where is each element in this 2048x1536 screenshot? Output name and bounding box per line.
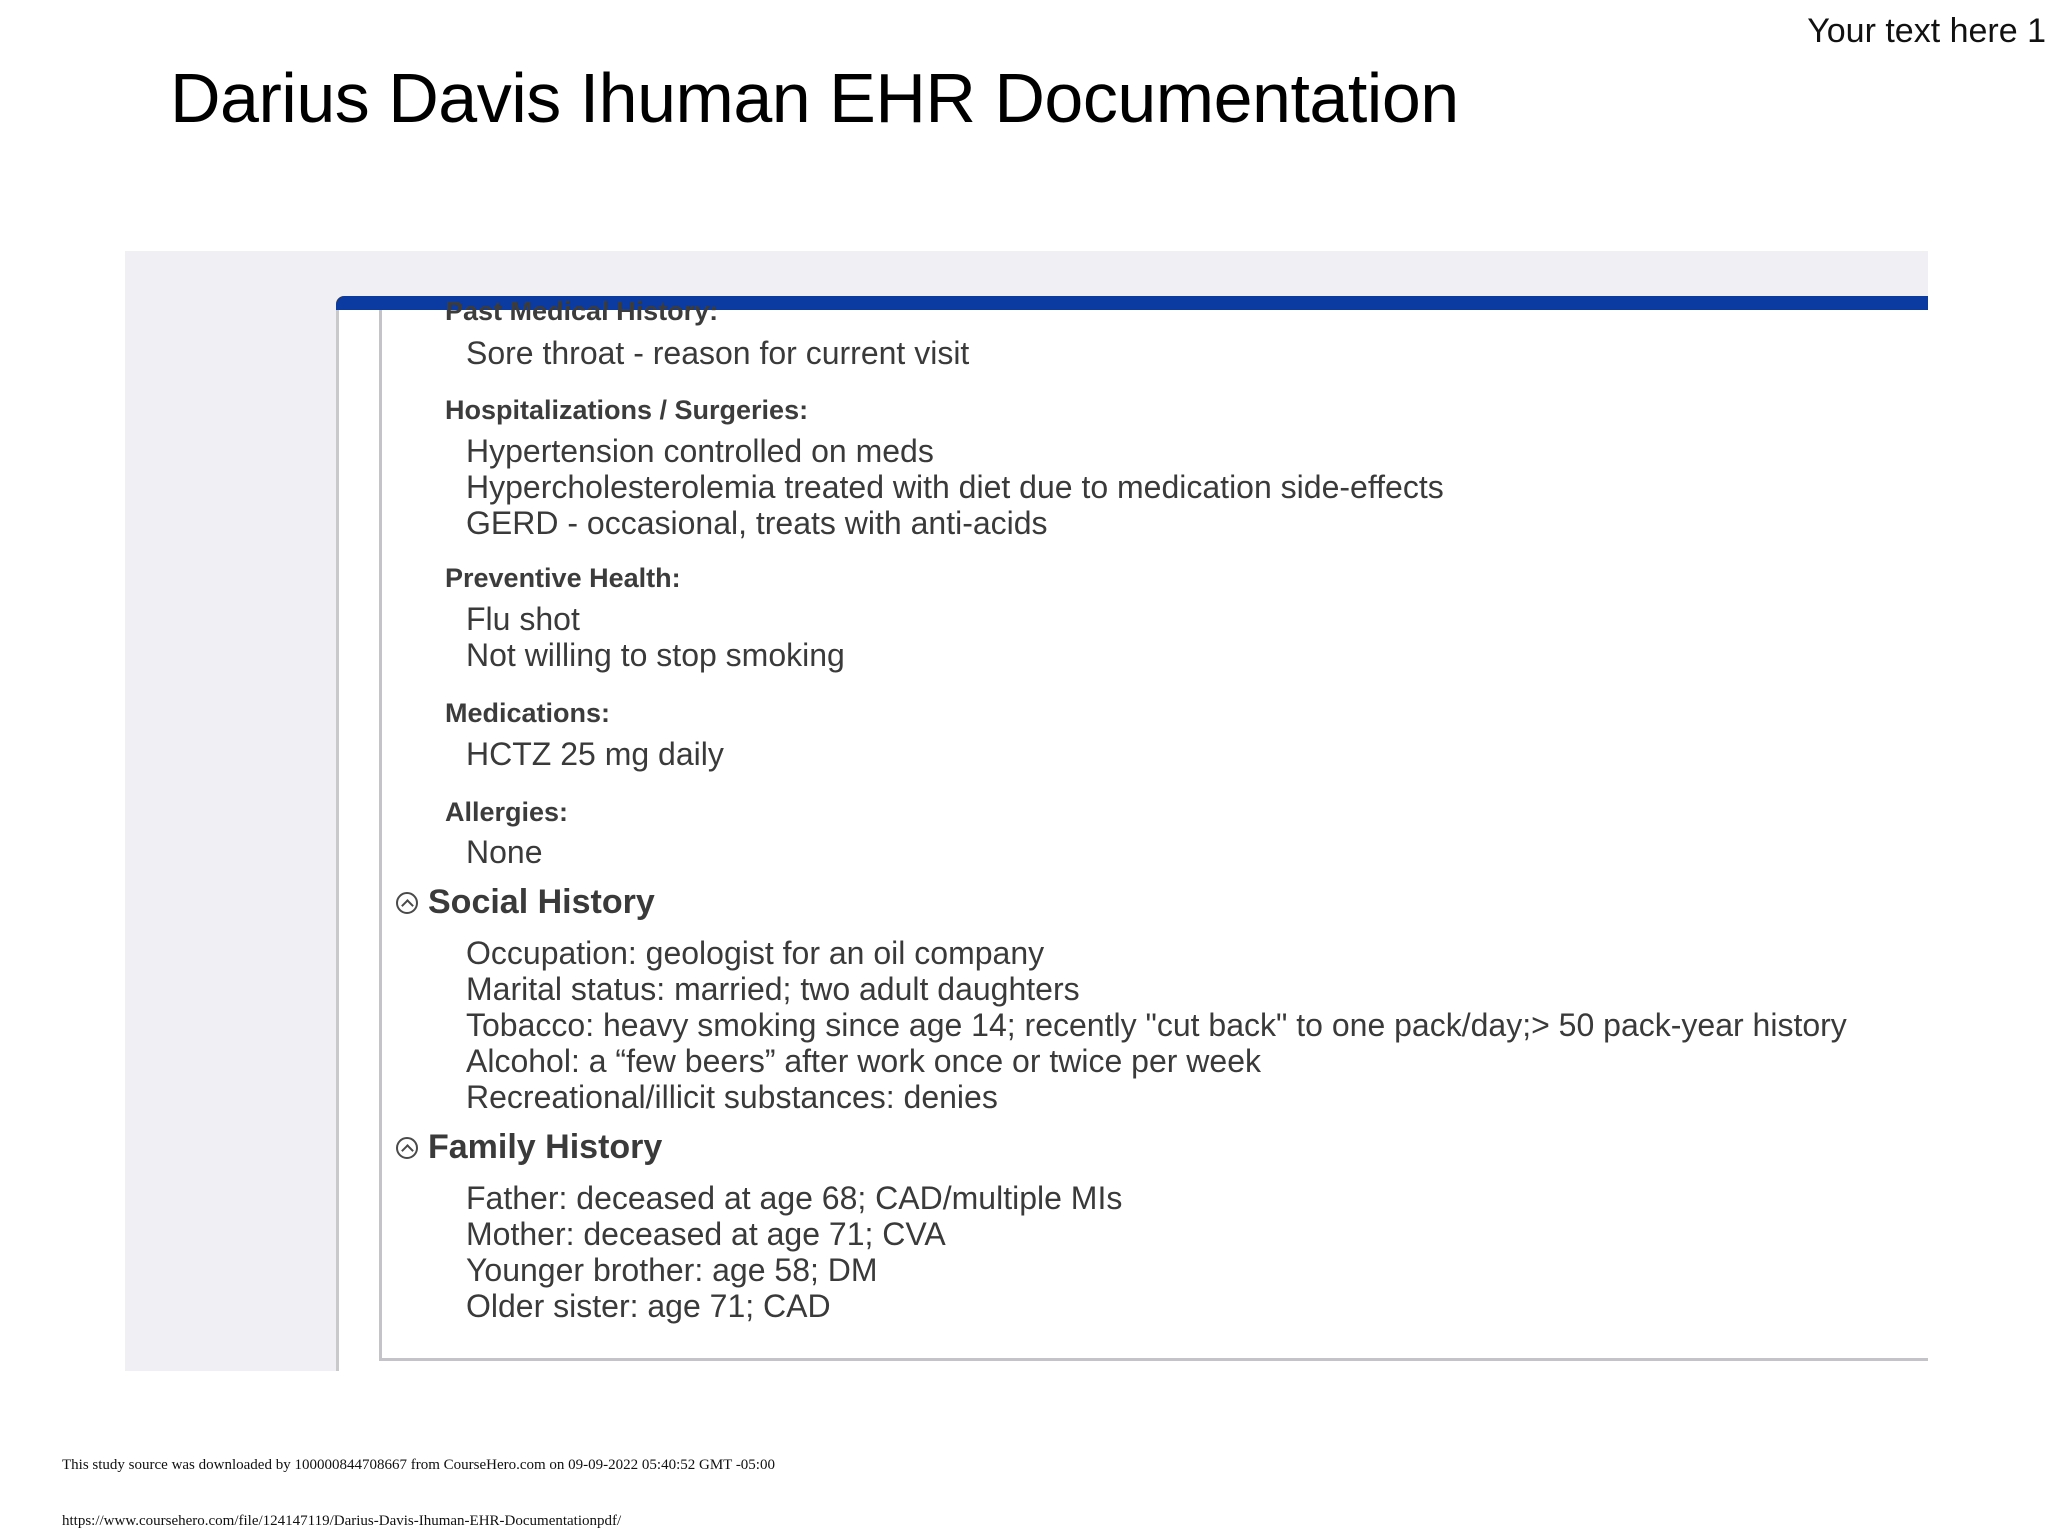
list-item: Marital status: married; two adult daughters (466, 971, 1080, 1007)
list-item: Flu shot (466, 601, 580, 637)
social-history-list (466, 935, 1847, 1115)
preventive-health-label: Preventive Health: (445, 563, 681, 593)
past-medical-history-label: Past Medical History: (445, 296, 719, 326)
chevron-up-circle-icon[interactable] (396, 892, 418, 914)
chevron-up-circle-icon[interactable] (396, 1137, 418, 1159)
list-item: Not willing to stop smoking (466, 637, 845, 673)
social-history-header[interactable] (396, 883, 655, 922)
download-source-note: This study source was downloaded by 100000844708667 from CourseHero.com on 09-09-2022 05:40:52 GMT -05:00 (62, 1457, 775, 1473)
ehr-panel (336, 296, 1928, 1371)
list-item: Older sister: age 71; CAD (466, 1288, 831, 1324)
family-history-list (466, 1180, 1122, 1324)
page-title: Darius Davis Ihuman EHR Documentation (170, 59, 1459, 137)
ehr-content (382, 296, 1928, 1358)
list-item: Occupation: geologist for an oil company (466, 935, 1045, 971)
list-item: Father: deceased at age 68; CAD/multiple MIs (466, 1180, 1123, 1216)
list-item: HCTZ 25 mg daily (466, 736, 724, 772)
allergies-list (466, 834, 543, 870)
hospitalizations-list (466, 433, 1444, 541)
list-item: GERD - occasional, treats with anti-acids (466, 505, 1048, 541)
past-medical-history-list (466, 335, 969, 371)
list-item: Mother: deceased at age 71; CVA (466, 1216, 946, 1252)
allergies-label: Allergies: (445, 797, 569, 827)
source-url[interactable]: https://www.coursehero.com/file/124147119/Darius-Davis-Ihuman-EHR-Documentationpdf/ (62, 1513, 622, 1529)
medications-list (466, 736, 724, 772)
ehr-screenshot (125, 251, 1928, 1371)
list-item: None (466, 834, 543, 870)
social-history-title: Social History (428, 883, 655, 921)
list-item: Younger brother: age 58; DM (466, 1252, 878, 1288)
corner-text: Your text here 1 (1807, 12, 2046, 50)
list-item: Hypercholesterolemia treated with diet due to medication side-effects (466, 469, 1444, 505)
list-item: Alcohol: a “few beers” after work once or twice per week (466, 1043, 1261, 1079)
ehr-inner-panel (379, 296, 1928, 1361)
list-item: Hypertension controlled on meds (466, 433, 934, 469)
medications-label: Medications: (445, 698, 611, 728)
hospitalizations-label: Hospitalizations / Surgeries: (445, 395, 809, 425)
list-item: Sore throat - reason for current visit (466, 335, 970, 371)
family-history-title: Family History (428, 1128, 663, 1166)
list-item: Tobacco: heavy smoking since age 14; recently "cut back" to one pack/day;> 50 pack-year history (466, 1007, 1847, 1043)
list-item: Recreational/illicit substances: denies (466, 1079, 998, 1115)
family-history-header[interactable] (396, 1128, 662, 1167)
preventive-health-list (466, 601, 845, 673)
